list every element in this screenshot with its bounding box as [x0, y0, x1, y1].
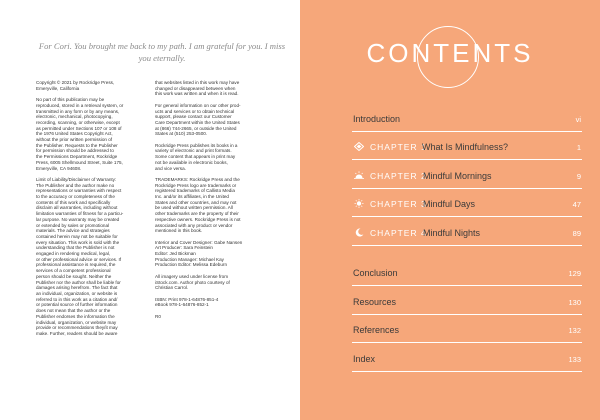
- copyright-paragraph: All imagery used under license from iStock.com. Author photo courtesy of Christian Carrol.: [155, 273, 230, 291]
- toc-entry-conclusion[interactable]: [352, 258, 582, 287]
- toc-page-number: 89: [572, 228, 581, 238]
- sun-icon: [354, 199, 364, 208]
- toc-entry-chapter-2[interactable]: [352, 160, 582, 189]
- copyright-paragraph: Rockridge Press publishes its books in a variety of electronic and print formats. Some content that appears in print may not be available in electronic books, and vice versa.: [155, 142, 238, 171]
- chapter-number: CHAPTER 4: [370, 227, 427, 238]
- moon-icon: [354, 228, 364, 237]
- toc-page-number: 133: [568, 354, 581, 364]
- diamond-icon: [354, 142, 364, 151]
- toc-page-number: 47: [572, 200, 581, 209]
- chapter-title: Mindful Days: [423, 199, 476, 209]
- toc-entry-chapter-3[interactable]: [352, 189, 582, 218]
- toc-entry-chapter-4[interactable]: [352, 217, 582, 246]
- toc-page-number: 129: [568, 269, 581, 278]
- toc-label: Resources: [353, 296, 397, 307]
- toc-label: Conclusion: [353, 268, 398, 278]
- toc-entry-resources[interactable]: [352, 286, 582, 315]
- page-title: CONTENTS: [366, 38, 534, 68]
- toc-entry-introduction[interactable]: [352, 103, 582, 132]
- copyright-paragraph: ISBN: Print 978-1-64876-851-4 eBook 978-1-64876-852-1: [155, 296, 219, 308]
- copyright-paragraph: No part of this publication may be reproduced, stored in a retrieval system, or transmitted in any form or by any means, electronic, mechanical, photocopying, recording, scanning, or otherwise, except as permitted under Sections 107 or 108 of the 1976 United States Copyright Act, without the prior written permission of the Publisher. Requests to the Publisher for permission should be addressed to the Permissions Department, Rockridge Press, 6005 Shellmound Street, Suite 175, Emeryville, CA 94608.: [36, 97, 124, 171]
- chapter-title: Mindful Nights: [423, 227, 481, 238]
- copyright-paragraph: TRADEMARKS: Rockridge Press and the Rockridge Press logo are trademarks or registered trademarks of Callisto Media Inc. and/or its affiliates, in the United States and other countries, and may not be used without written permission. All other trademarks are the property of their respective owners. Rockridge Press is not associated with any product or vendor mentioned in this book.: [155, 176, 241, 234]
- chapter-number: CHAPTER 3: [370, 199, 427, 209]
- toc-label: Index: [353, 353, 376, 364]
- toc-page-number: 130: [568, 297, 581, 307]
- table-of-contents: [352, 103, 582, 372]
- toc-entry-references[interactable]: [352, 315, 582, 344]
- contents-page: [300, 0, 600, 420]
- copyright-paragraph: Interior and Cover Designer: Gabe Nansen Art Producer: Sara Feinstein Editor: Jed Bickman Production Manager: Michael Kay Production Editor: Melissa Edeburn: [155, 239, 243, 268]
- sunrise-icon: [354, 171, 364, 180]
- chapter-number: CHAPTER 1: [370, 142, 427, 152]
- contents-title-block: [300, 22, 600, 92]
- toc-page-number: 1: [576, 143, 581, 152]
- chapter-number: CHAPTER 2: [370, 170, 427, 181]
- toc-page-number: 132: [568, 326, 581, 335]
- copyright-paragraph: For general information on our other prod- ucts and services or to obtain technical support, please contact our Customer Care Department within the United States at (866) 744-2665, or outside the United States at (510) 253-0500.: [155, 102, 241, 137]
- copyright-column-1: [36, 80, 144, 342]
- copyright-paragraph: R0: [155, 313, 161, 319]
- toc-label: References: [353, 325, 400, 335]
- toc-entry-index[interactable]: [352, 343, 582, 372]
- copyright-paragraph: Limit of Liability/Disclaimer of Warranty: The Publisher and the author make no representations or warranties with respect to the accuracy or completeness of the contents of this work and specifically disclaim all warranties, including without limitation warranties of fitness for a particu- lar purpose. No warranty may be created or extended by sales or promotional materials. The advice and strategies contained herein may not be suitable for every situation. This work is sold with the understanding that the Publisher is not engaged in rendering medical, legal, or other professional advice or services. If professional assistance is required, the services of a competent professional person should be sought. Neither the Publisher nor the author shall be liable for damages arising herefrom. The fact that an individual, organization, or website is referred to in this work as a citation and/ or potential source of further information does not mean that the author or the Publisher endorses the information the individual, organization, or website may provide or recommendations they/it may make. Further, readers should be aware: [36, 176, 124, 336]
- toc-entry-chapter-1[interactable]: [352, 132, 582, 161]
- dedication: For Cori. You brought me back to my path. I am grateful for you. I miss you eternally.: [38, 41, 286, 63]
- toc-page-number: vi: [575, 114, 581, 124]
- chapter-title: Mindful Mornings: [423, 170, 492, 181]
- toc-page-number: 9: [576, 171, 581, 181]
- chapter-title: What Is Mindfulness?: [422, 142, 509, 152]
- copyright-paragraph: Copyright © 2021 by Rockridge Press, Emeryville, California: [36, 80, 115, 91]
- copyright-paragraph: that websites listed in this work may have changed or disappeared between when this work was written and when it is read.: [155, 80, 240, 97]
- toc-label: Introduction: [353, 113, 401, 124]
- copyright-column-2: [155, 80, 263, 325]
